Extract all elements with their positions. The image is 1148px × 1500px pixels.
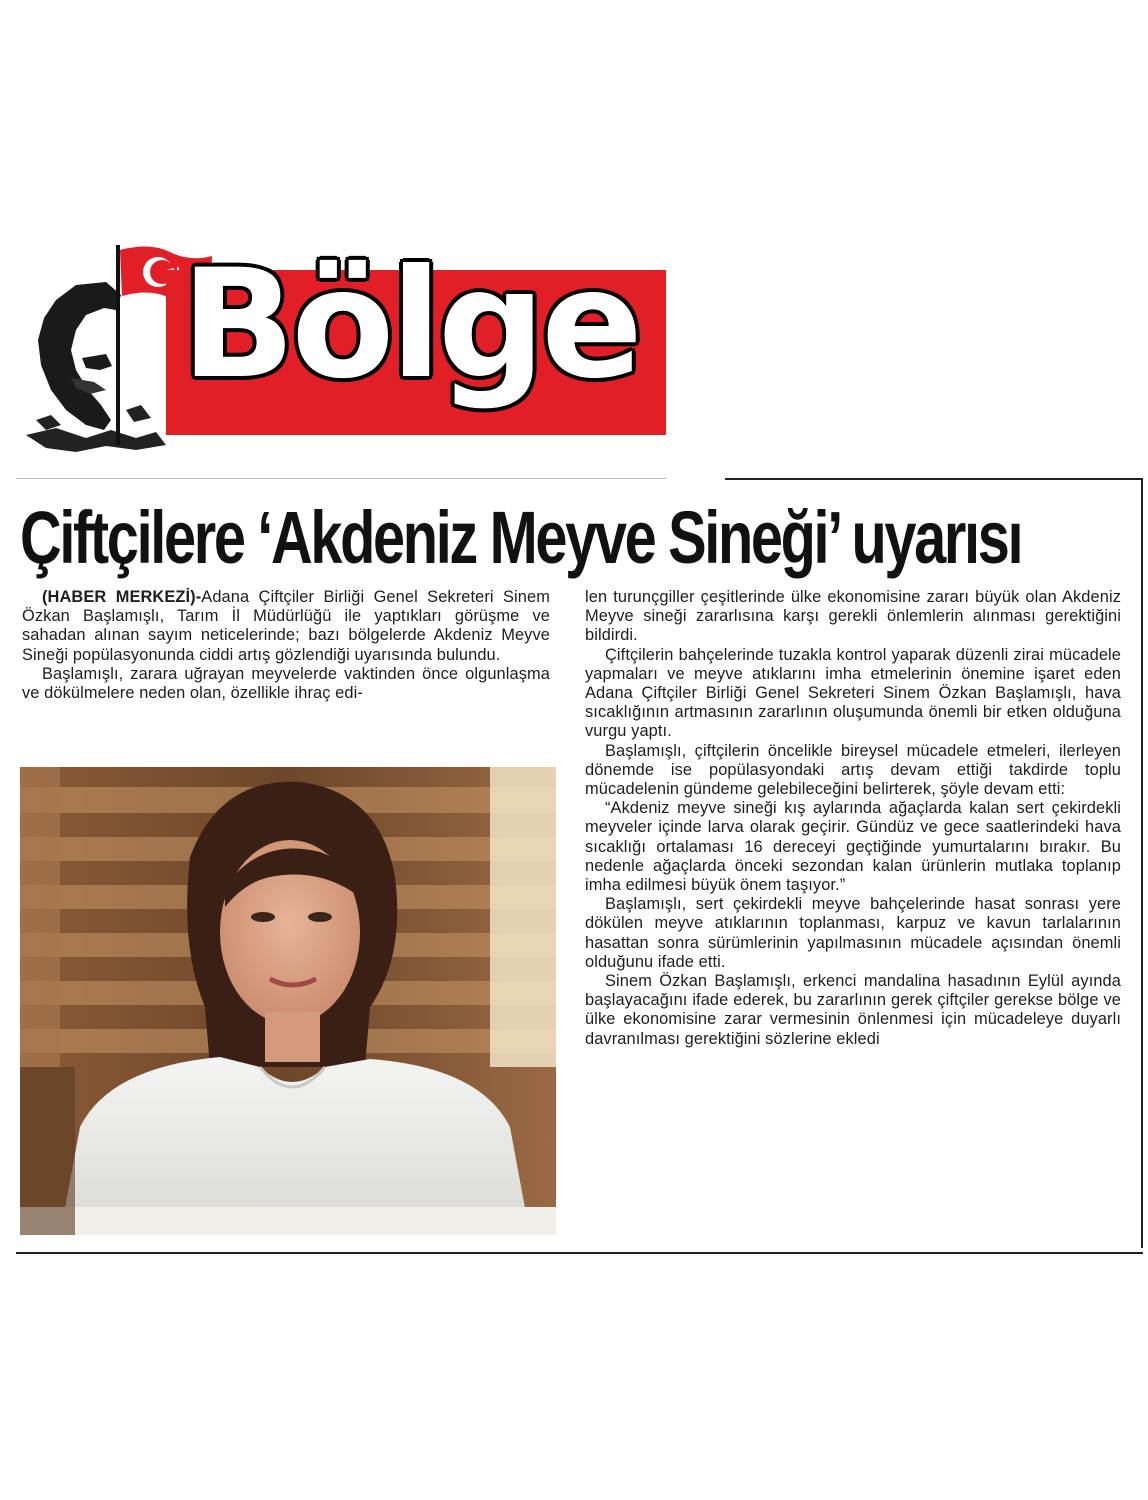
divider	[16, 1252, 1143, 1254]
article-paragraph: Başlamışlı, çiftçilerin öncelikle bireysel mücadele etmeleri, ilerleyen dönemde ise popülasyondaki artış devam ettiği takdirde toplu mücadelenin gündeme gelebileceğini belirterek, şöyle devam etti:	[585, 741, 1121, 799]
article-headline: Çiftçilere ‘Akdeniz Meyve Sineği’ uyarısı	[20, 496, 1022, 579]
divider	[725, 478, 1143, 480]
article-paragraph: len turunçgiller çeşitlerinde ülke ekonomisine zararı büyük olan Akdeniz Meyve sineği zararlısına karşı gerekli önlemlerin alınması gerektiğini bildirdi.	[585, 588, 1121, 645]
article-paragraph: (HABER MERKEZİ)-Adana Çiftçiler Birliği Genel Sekreteri Sinem Özkan Başlamışlı, Tarım İl Müdürlüğü ile yaptıkları görüşme ve sahadan alınan sayım neticelerinde; bazı bölgelerde Akdeniz Meyve Sineği popülasyonunda ciddi artış gözlendiği uyarısında bulundu.	[22, 588, 550, 664]
article-quote: “Akdeniz meyve sineği kış aylarında ağaçlarda kalan sert çekirdekli meyveler içinde larva olarak geçirir. Gündüz ve gece saatlerindeki hava sıcaklığı ortalaması 16 dereceyi geçtiğinde yumurtalarını bırakır. Bu nedenle ağaçlarda önceki sezondan kalan ürünlerin mutlaka toplanıp imha edilmesi büyük önem taşıyor.”	[585, 799, 1121, 895]
article-column-left	[22, 588, 550, 703]
article-paragraph: Başlamışlı, zarara uğrayan meyvelerde vaktinden önce olgunlaşma ve dökülmelere neden olan, özellikle ihraç edi-	[22, 664, 550, 703]
article-paragraph: Çiftçilerin bahçelerinde tuzakla kontrol yaparak düzenli zirai mücadele yapmaları ve meyve atıklarını imha etmelerinin önemine işaret eden Adana Çiftçiler Birliği Genel Sekreteri Sinem Özkan Başlamışlı, hava sıcaklığının artmasının zararlının oluşumunda önemli bir etken olduğuna vurgu yaptı.	[585, 645, 1121, 741]
article-paragraph: Başlamışlı, sert çekirdekli meyve bahçelerinde hasat sonrası yere dökülen meyve atıklarının toplanması, karpuz ve kavun tarlalarının hasattan sonra sürümlerinin yapılmasının mücadele açısından önemli olduğunu ifade etti.	[585, 895, 1121, 971]
byline: (HABER MERKEZİ)-	[42, 588, 202, 606]
masthead	[16, 240, 666, 450]
divider	[16, 478, 666, 479]
article-photo	[20, 767, 556, 1235]
divider	[1141, 478, 1143, 1248]
article-paragraph: Sinem Özkan Başlamışlı, erkenci mandalina hasadının Eylül ayında başlayacağını ifade ederek, bu zararlının gerek çiftçiler gerekse bölge ve ülke ekonomisine zarar vermesinin önlenmesi için mücadeleye duyarlı davranılması gerektiğini sözlerine ekledi	[585, 972, 1121, 1048]
article-column-right	[585, 588, 1121, 1049]
masthead-brand: Bölge	[181, 238, 639, 412]
